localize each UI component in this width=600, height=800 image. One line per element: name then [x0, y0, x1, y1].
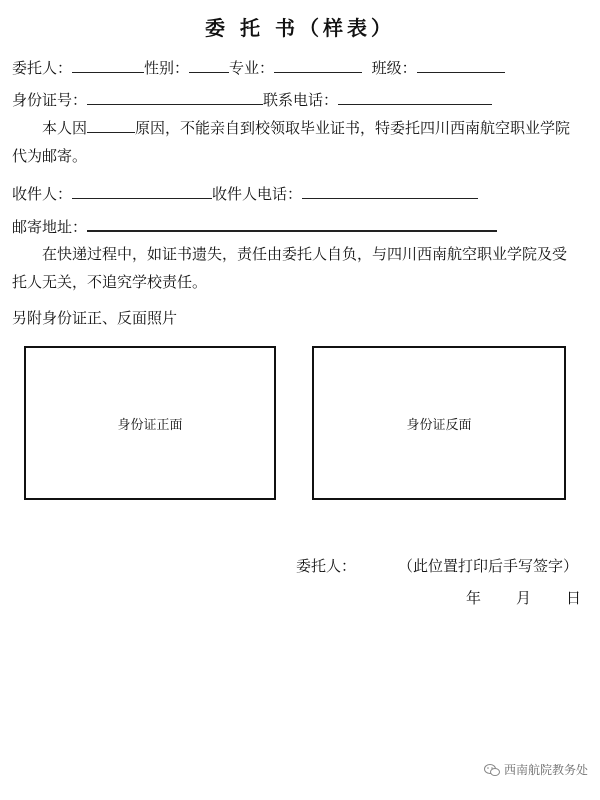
major-label: 专业：	[229, 59, 275, 77]
class-blank	[417, 56, 505, 73]
date-day: 日	[566, 589, 582, 607]
address-blank	[87, 214, 497, 232]
signature-note: （此位置打印后手写签字）	[398, 557, 579, 575]
major-blank	[274, 56, 362, 73]
id-blank	[87, 88, 263, 105]
liability-paragraph: 在快递过程中，如证书遗失，责任由委托人自负，与四川西南航空职业学院及受托人无关，不追究学校责任。	[12, 245, 568, 291]
recipient-label: 收件人：	[12, 185, 73, 203]
reason-prefix: 本人因	[42, 119, 88, 137]
watermark-text: 西南航院教务处	[503, 763, 588, 777]
recipient-phone-label: 收件人电话：	[212, 185, 303, 203]
signature-label: 委托人：	[296, 557, 357, 575]
address-row	[12, 214, 497, 237]
id-front-box	[24, 346, 276, 500]
principal-blank	[72, 56, 144, 73]
address-label: 邮寄地址：	[12, 218, 88, 236]
recipient-phone-blank	[302, 182, 478, 199]
id-back-label: 身份证反面	[406, 417, 472, 433]
class-label: 班级：	[371, 59, 417, 77]
id-back-box	[312, 346, 566, 500]
principal-label: 委托人：	[12, 59, 73, 77]
recipient-row	[12, 182, 478, 204]
document-title: 委 托 书（样表）	[205, 16, 395, 40]
reason-suffix: 原因，不能亲自到校领取毕业证书，特委托四川西南航空职业学院代为邮寄。	[12, 119, 571, 165]
phone-label: 联系电话：	[263, 91, 339, 109]
principal-row	[12, 56, 505, 78]
id-front-label: 身份证正面	[117, 417, 183, 433]
date-month: 月	[516, 589, 532, 607]
reason-paragraph	[12, 114, 578, 170]
reason-blank	[87, 116, 135, 133]
gender-blank	[189, 56, 229, 73]
date-year: 年	[466, 589, 482, 607]
phone-blank	[338, 88, 492, 105]
gender-label: 性别：	[144, 59, 190, 77]
id-row	[12, 88, 492, 110]
attach-note: 另附身份证正、反面照片	[12, 309, 178, 327]
recipient-blank	[72, 182, 212, 199]
watermark	[484, 761, 588, 778]
id-label: 身份证号：	[12, 91, 88, 109]
wechat-icon	[484, 763, 500, 777]
